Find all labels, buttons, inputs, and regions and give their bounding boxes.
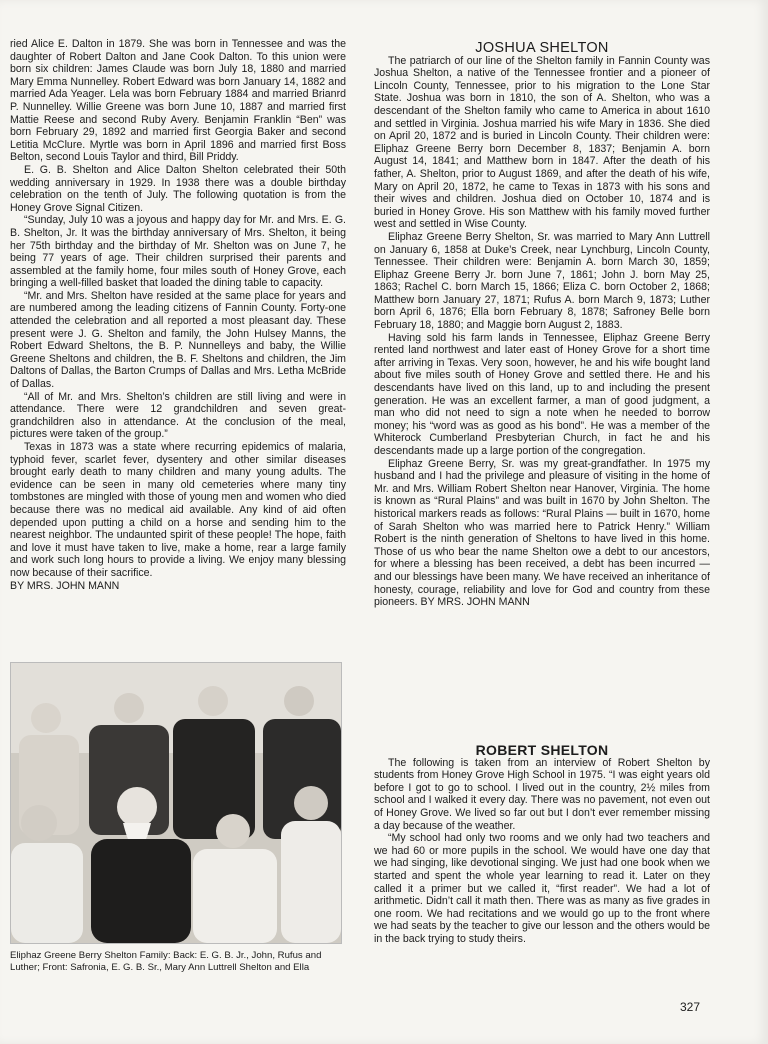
article-heading: JOSHUA SHELTON: [475, 40, 609, 56]
paragraph: Texas in 1873 was a state where recurring epidemics of malaria, typhoid fever, scarlet fever, dysentery and other similar diseases brought early death to many children and many young adults. The evidence can be seen in many old cemeteries where many tiny tombstones are mingled with those of young men and women who died because there was no medical aid available. Any kind of aid often depended upon putting a child on a horse and sending him to the nearest neighbor. The undaunted spirit of these people! The hope, faith and love it must have taken to live, make a home, rear a large family and work such long hours to provide a living. We enjoy many blessing now because of their sacrifice.: [10, 441, 346, 579]
paragraph: ried Alice E. Dalton in 1879. She was born in Tennessee and was the daughter of Robert Dalton and Jane Cook Dalton. To this union were born six children: James Claude was born July 18, 1880 and married Mary Emma Nunnelley. Robert Edward was born January 14, 1882 and married Ada Yeager. Lela was born February 1884 and married Brianrd P. Nunnelley. Willie Greene was born June 10, 1887 and married first Mattie Reese and second Ruby Avery. Benjamin Franklin “Ben” was born February 29, 1892 and married first Georgia Baker and second Letitia McClure. Myrtle was born in April 1896 and married first Boss Belton, second Louis Taylor and third, Bill Priddy.: [10, 38, 346, 164]
photo-caption: Eliphaz Greene Berry Shelton Family: Back: E. G. B. Jr., John, Rufus and Luther; Front: Safronia, E. G. B. Sr., Mary Ann Luttrell Shelton and Ella: [10, 950, 322, 973]
joshua-shelton-article: [374, 42, 710, 609]
paragraph: “My school had only two rooms and we only had two teachers and we had 60 or more pupils in the school. We would have one day that we had singing, like devotional singing. We just had one book when we started and spent the whole year learning to read it. Later on they called it a primer but we called it, “first reader”. We had a lot of arithmetic. Didn’t call it math then. There was as many as five grades in one room. We had recitations and we would go up to the front where we had seats by the teacher to give our lesson and the others would be in the back trying to study theirs.: [374, 832, 710, 945]
paragraph: “Mr. and Mrs. Shelton have resided at the same place for years and are numbered among the leading citizens of Fannin County. Forty-one attended the celebration and all reported a most pleasant day. These present were J. G. Shelton and family, the John Hulsey Manns, the Robert Edward Sheltons, the B. P. Nunnelleys and baby, the Willie Greene Sheltons and children, the B. F. Sheltons and children, the Jim Daltons of Dallas, the Barton Crumps of Dallas and Mrs. Letha McBride of Dallas.: [10, 289, 346, 391]
paragraph: Eliphaz Greene Berry Shelton, Sr. was married to Mary Ann Luttrell on January 6, 1858 at Duke’s Creek, near Lynchburg, Lincoln County, Tennessee. Their children were: Benjamin A. born March 30, 1859; Eliphaz Greene Berry Jr. born June 7, 1861; John J. born May 25, 1863; Rachel C. born March 15, 1866; Eliza C. born October 2, 1868; Matthew born January 27, 1871; Rufus A. born March 9, 1873; Luther born April 6, 1876; Ella born February 8, 1878; Safroney Belle born February 18, 1880; and Maggie born August 2, 1883.: [374, 230, 710, 332]
page-number: 327: [680, 1000, 701, 1014]
paragraph: “Sunday, July 10 was a joyous and happy day for Mr. and Mrs. E. G. B. Shelton, Jr. It was the birthday anniversary of Mrs. Shelton, it being her 75th birthday and the birthday of Mr. Shelton was on June 7, he being 77 years of age. Their children surprised their parents and assembled at the family home, four miles south of Honey Grove, each bringing a well-filled basket that loaded the dining table to capacity.: [10, 214, 346, 290]
paragraph: Eliphaz Greene Berry, Sr. was my great-grandfather. In 1975 my husband and I had the privilege and pleasure of visiting in the home of Mr. and Mrs. William Robert Shelton near Hanover, Virginia. The home is known as “Rural Plains” and was built in 1670 by John Shelton. The historical markers reads as follows: “Rural Plains — built in 1670, home of Sarah Shelton who was married here to Patrick Henry.” William Robert is the ninth generation of Sheltons to have lived in this home. Those of us who bear the name Shelton owe a debt to our ancestors, for where a blessing has been received, a debt has been incurred — and our blessings have been many. We have received an inheritance of honesty, courage, reliability and love for God and country from these pioneers. BY MRS. JOHN MANN: [374, 457, 710, 609]
paragraph: Having sold his farm lands in Tennessee, Eliphaz Greene Berry rented land northwest and later east of Honey Grove for a short time after arriving in Texas. Very soon, however, he and his wife bought land about five miles south of Honey Grove and settled there. He and his descendants have lived on this land, up to and including the present generation. He was an excellent farmer, a man of good judgment, a man who did not need to sign a note when he needed to borrow money; his “word was as good as his bond”. He was a member of the Whiterock Cumberland Presbyterian Church, in fact he and his descendants made up a large portion of the congregation.: [374, 331, 710, 457]
family-photo: [10, 662, 342, 944]
paragraph: E. G. B. Shelton and Alice Dalton Shelton celebrated their 50th wedding anniversary in 1929. In 1938 there was a double birthday celebration on the tenth of July. The following quotation is from the Honey Grove Signal Citizen.: [10, 163, 346, 214]
paragraph: The following is taken from an interview of Robert Shelton by students from Honey Grove High School in 1975. “I was eight years old before I got to go to school. I lived out in the country, 2½ miles from school and I walked it every day. There was no pavement, not even out of Honey Grove. We lived so far out but I don’t ever remember missing a day because of the weather.: [374, 756, 710, 832]
robert-shelton-article: [374, 744, 710, 946]
article-heading: ROBERT SHELTON: [475, 742, 609, 758]
paragraph: “All of Mr. and Mrs. Shelton’s children are still living and were in attendance. There were 12 grandchildren and seven great-grandchildren also in attendance. At the conclusion of the meal, pictures were taken of the group.”: [10, 390, 346, 441]
byline: BY MRS. JOHN MANN: [10, 579, 120, 592]
family-photo-illustration: [11, 663, 341, 943]
left-column: [10, 38, 346, 592]
paragraph: The patriarch of our line of the Shelton family in Fannin County was Joshua Shelton, a native of the Tennessee frontier and a pioneer of Lincoln County, Tennessee, prior to his migration to the Lone Star State. Joshua was born in 1810, the son of A. Shelton, who was a descendant of the Shelton family who came to America in about 1610 and settled in Virginia. Joshua married his wife Mary in 1836. She died on April 20, 1872 and is buried in Lincoln County. Their children were: Eliphaz Greene Berry born December 8, 1837; Benjamin A. born August 14, 1841; and Matthew born in 1847. After the death of his father, A. Shelton, prior to August 1869, and after the death of his wife, Mary on April 20, 1872, he came to Texas in 1873 with his sons and their wives and children. Joshua died on October 10, 1874 and is buried in Honey Grove. His son Matthew with his family moved further west and settled in Wise County.: [374, 54, 710, 231]
